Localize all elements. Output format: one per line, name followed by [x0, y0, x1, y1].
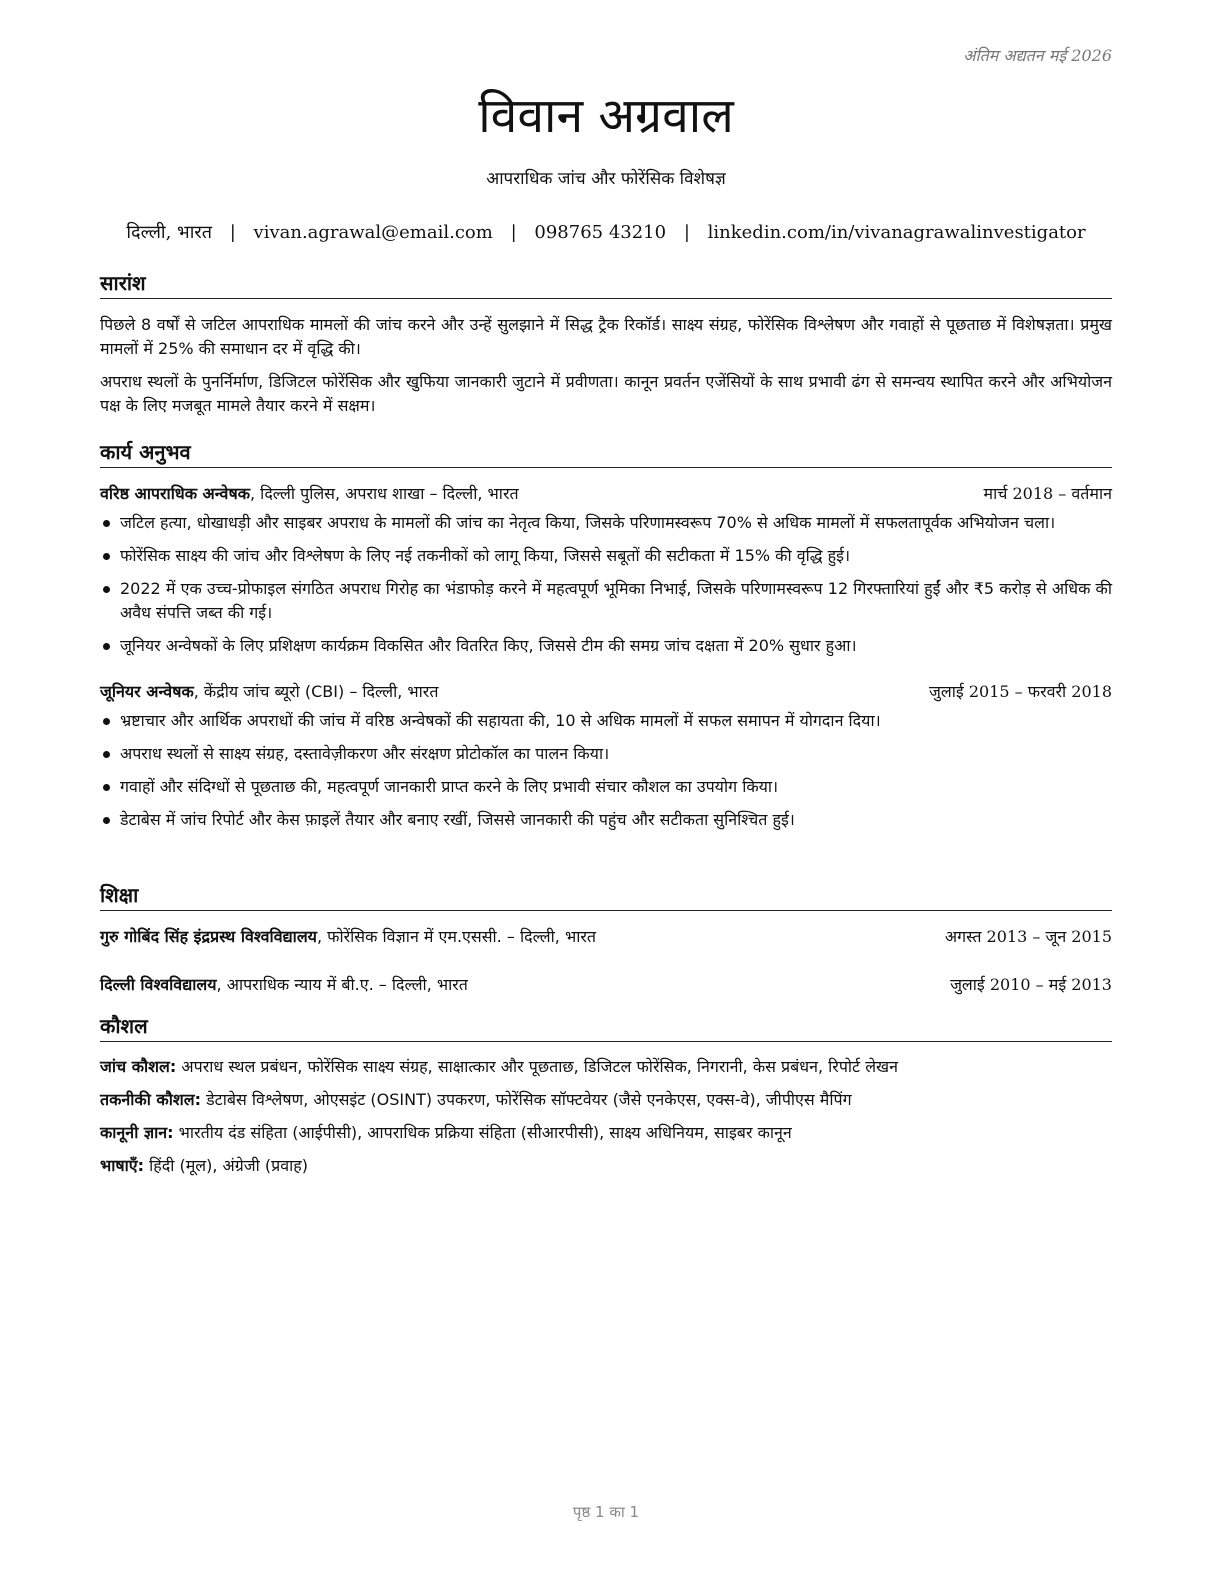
skill-label: तकनीकी कौशल: [100, 1090, 201, 1109]
education-dates: अगस्त 2013 – जून 2015 [944, 927, 1112, 946]
section-title-experience: कार्य अनुभव [100, 439, 1112, 468]
job-bullets [100, 511, 1112, 658]
job-dates: जुलाई 2015 – फरवरी 2018 [929, 682, 1112, 701]
job-org: , केंद्रीय जांच ब्यूरो (CBI) – दिल्ली, भारत [193, 682, 439, 701]
contact-linkedin[interactable]: linkedin.com/in/vivanagrawalinvestigator [707, 222, 1086, 243]
job-bullet: गवाहों और संदिग्धों से पूछताछ की, महत्वपूर्ण जानकारी प्राप्त करने के लिए प्रभावी संचार कौशल का उपयोग किया। [100, 775, 1112, 799]
skill-value: हिंदी (मूल), अंग्रेजी (प्रवाह) [144, 1156, 309, 1175]
skill-value: डेटाबेस विश्लेषण, ओएसइंट (OSINT) उपकरण, फोरेंसिक सॉफ्टवेयर (जैसे एनकेएस, एक्स-वे), जीपीएस मैपिंग [201, 1090, 852, 1109]
job-org: , दिल्ली पुलिस, अपराध शाखा – दिल्ली, भारत [250, 484, 519, 503]
contact-location: दिल्ली, भारत [126, 222, 212, 243]
job-bullets [100, 709, 1112, 832]
education-section [100, 882, 1112, 997]
job-role: वरिष्ठ आपराधिक अन्वेषक [100, 484, 250, 503]
skill-value: भारतीय दंड संहिता (आईपीसी), आपराधिक प्रक्रिया संहिता (सीआरपीसी), साक्ष्य अधिनियम, साइबर कानून [173, 1123, 792, 1142]
last-updated: अंतिम अद्यतन मई 2026 [963, 46, 1112, 65]
contact-separator: | [229, 222, 236, 243]
job-bullet: अपराध स्थलों से साक्ष्य संग्रह, दस्तावेज़ीकरण और संरक्षण प्रोटोकॉल का पालन किया। [100, 742, 1112, 766]
job-bullet: डेटाबेस में जांच रिपोर्ट और केस फ़ाइलें तैयार और बनाए रखीं, जिससे जानकारी की पहुंच और सटीकता सुनिश्चित हुई। [100, 808, 1112, 832]
skill-value: अपराध स्थल प्रबंधन, फोरेंसिक साक्ष्य संग्रह, साक्षात्कार और पूछताछ, डिजिटल फोरेंसिक, निगरानी, केस प्रबंधन, रिपोर्ट लेखन [176, 1057, 899, 1076]
summary-section [100, 270, 1112, 418]
skill-line [100, 1149, 1112, 1182]
summary-paragraph: अपराध स्थलों के पुनर्निर्माण, डिजिटल फोरेंसिक और खुफिया जानकारी जुटाने में प्रवीणता। कानून प्रवर्तन एजेंसियों के साथ प्रभावी ढंग से समन्वय स्थापित करने और अभियोजन पक्ष के लिए मजबूत मामले तैयार करने में सक्षम। [100, 372, 1112, 415]
job-bullet: जूनियर अन्वेषकों के लिए प्रशिक्षण कार्यक्रम विकसित और वितरित किए, जिससे टीम की समग्र जांच दक्षता में 20% सुधार हुआ। [100, 634, 1112, 658]
education-title-line [100, 925, 596, 949]
education-title-line [100, 973, 468, 997]
skill-label: भाषाएँ: [100, 1156, 145, 1175]
skill-label: कानूनी ज्ञान: [100, 1123, 174, 1142]
job-header [100, 482, 1112, 506]
contact-separator: | [510, 222, 517, 243]
job-dates: मार्च 2018 – वर्तमान [983, 484, 1112, 503]
skill-line [100, 1050, 1112, 1083]
education-school: दिल्ली विश्वविद्यालय [100, 975, 217, 994]
contact-separator: | [683, 222, 690, 243]
contact-email[interactable]: vivan.agrawal@email.com [253, 222, 493, 243]
section-title-summary: सारांश [100, 270, 1112, 299]
education-detail: , फोरेंसिक विज्ञान में एम.एससी. – दिल्ली, भारत [316, 927, 597, 946]
tagline: आपराधिक जांच और फोरेंसिक विशेषज्ञ [486, 169, 726, 189]
section-title-education: शिक्षा [100, 882, 1112, 911]
section-title-skills: कौशल [100, 1013, 1112, 1042]
job-header [100, 680, 1112, 704]
skills-list [100, 1050, 1112, 1182]
job-bullet: फोरेंसिक साक्ष्य की जांच और विश्लेषण के लिए नई तकनीकों को लागू किया, जिससे सबूतों की सटीकता में 15% की वृद्धि हुई। [100, 544, 1112, 568]
skill-label: जांच कौशल: [100, 1057, 177, 1076]
experience-section [100, 439, 1112, 832]
job-entry [100, 482, 1112, 658]
job-role: जूनियर अन्वेषक [100, 682, 194, 701]
contact-line [100, 220, 1112, 244]
job-title-line [100, 482, 519, 506]
job-entry [100, 680, 1112, 832]
education-school: गुरु गोबिंद सिंह इंद्रप्रस्थ विश्वविद्यालय [100, 927, 317, 946]
education-entry [100, 925, 1112, 949]
contact-phone: 098765 43210 [534, 222, 667, 243]
candidate-name: विवान अग्रवाल [478, 88, 734, 144]
resume-page [100, 0, 1112, 1584]
skill-line [100, 1116, 1112, 1149]
page-number: पृष्ठ 1 का 1 [572, 1503, 640, 1521]
education-entry [100, 973, 1112, 997]
summary-paragraph: पिछले 8 वर्षों से जटिल आपराधिक मामलों की जांच करने और उन्हें सुलझाने में सिद्ध ट्रैक रिकॉर्ड। साक्ष्य संग्रह, फोरेंसिक विश्लेषण और गवाहों से पूछताछ में विशेषज्ञता। प्रमुख मामलों में 25% की समाधान दर में वृद्धि की। [100, 315, 1112, 358]
job-bullet: जटिल हत्या, धोखाधड़ी और साइबर अपराध के मामलों की जांच का नेतृत्व किया, जिसके परिणामस्वरूप 70% से अधिक मामलों में सफलतापूर्वक अभियोजन चला। [100, 511, 1112, 535]
education-detail: , आपराधिक न्याय में बी.ए. – दिल्ली, भारत [216, 975, 468, 994]
job-bullet: 2022 में एक उच्च-प्रोफाइल संगठित अपराध गिरोह का भंडाफोड़ करने में महत्वपूर्ण भूमिका निभाई, जिसके परिणामस्वरूप 12 गिरफ्तारियां हुईं और ₹5 करोड़ से अधिक की अवैध संपत्ति जब्त की गई। [100, 577, 1112, 625]
skills-section [100, 1013, 1112, 1182]
education-dates: जुलाई 2010 – मई 2013 [950, 975, 1112, 994]
job-bullet: भ्रष्टाचार और आर्थिक अपराधों की जांच में वरिष्ठ अन्वेषकों की सहायता की, 10 से अधिक मामलों में सफल समापन में योगदान दिया। [100, 709, 1112, 733]
job-title-line [100, 680, 438, 704]
skill-line [100, 1083, 1112, 1116]
